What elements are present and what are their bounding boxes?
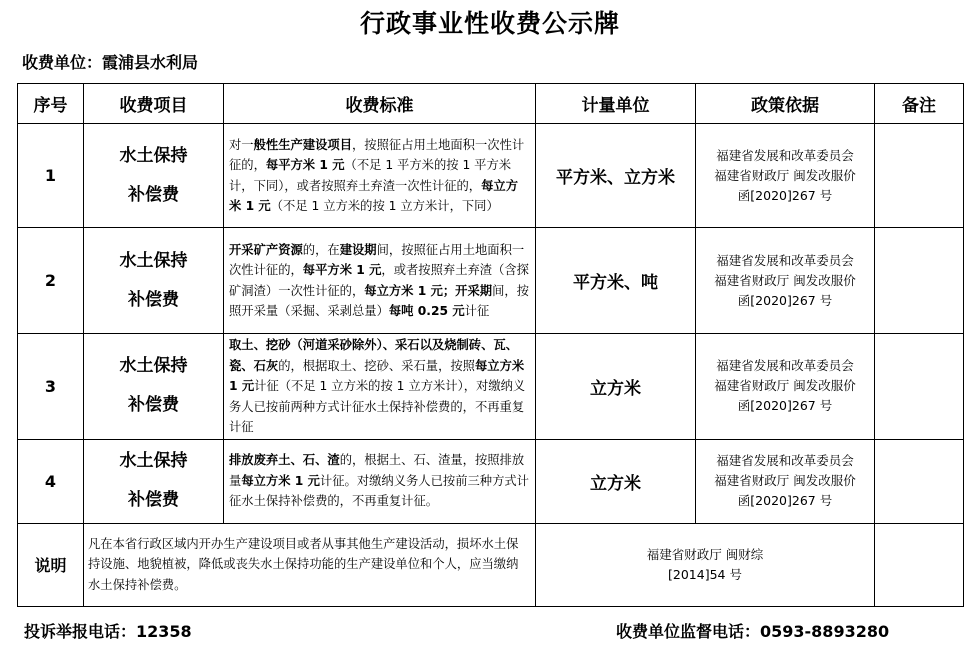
- std-run: 的，在: [302, 242, 340, 257]
- policy-line: 福建省财政厅 闽发改服价: [714, 473, 856, 488]
- std-run-bold: 每平方米 1 元: [302, 263, 382, 277]
- std-run: 计征。对缴纳义务人已按前三种方式计征水土保持补偿费的，不再重复计征。: [229, 473, 529, 509]
- std-run: 计征（不足 1 立方米的按 1 立方米计），对缴纳义务人已按前两种方式计征水土保持补偿费的，不再重复计征: [229, 379, 526, 434]
- charging-unit: 收费单位：霞浦县水利局: [22, 53, 199, 72]
- std-run-bold: 建设期: [339, 242, 377, 257]
- header-remark: 备注: [875, 84, 964, 124]
- policy-line: 函[2020]267 号: [737, 292, 833, 308]
- row-standard: [224, 439, 536, 523]
- header-measure-unit: 计量单位: [536, 84, 696, 124]
- std-run: 对一: [229, 137, 254, 152]
- policy-line: 福建省发展和改革委员会: [716, 147, 854, 163]
- std-run: 间，按照开采量（采掘、采剥总量）: [229, 283, 529, 318]
- std-run: （不足 1 平方米的按 1 平方米计，下同），或者按照弃土弃渣一次性计征的，: [229, 158, 512, 193]
- policy-line: 函[2020]267 号: [737, 493, 833, 508]
- std-run-bold: 每立方米 1 元: [241, 473, 320, 488]
- row-item: [84, 334, 224, 440]
- std-run-bold: 每吨 0.25 元: [388, 304, 465, 318]
- policy-line: 福建省发展和改革委员会: [716, 252, 854, 268]
- policy-line: 福建省发展和改革委员会: [716, 358, 854, 374]
- row-item: [84, 228, 224, 334]
- row-remark: [875, 228, 964, 334]
- row-measure-unit: 平方米、吨: [536, 228, 696, 334]
- header-no: 序号: [18, 84, 84, 124]
- row-policy: [696, 439, 875, 523]
- policy-line: [2014]54 号: [668, 566, 742, 582]
- std-run-bold: 每平方米 1 元: [265, 158, 345, 172]
- row-no: 2: [18, 228, 84, 334]
- header-policy: 政策依据: [696, 84, 875, 124]
- fee-table: [17, 83, 964, 607]
- std-run-bold: 每立方米 1 元: [229, 358, 525, 393]
- std-run: ，或者按照弃土弃渣（含探矿洞渣）一次性计征的，: [229, 263, 529, 298]
- row-policy: [696, 124, 875, 228]
- table-row: [18, 124, 964, 228]
- row-remark: [875, 124, 964, 228]
- std-run-bold: 排放废弃土、石、渣: [229, 453, 340, 468]
- note-policy: [536, 523, 875, 606]
- row-item: [84, 124, 224, 228]
- std-run: 的，根据取土、挖砂、采石量，按照: [278, 358, 475, 373]
- row-measure-unit: 立方米: [536, 334, 696, 440]
- std-run-bold: 每立方米 1 元；开采期: [364, 283, 493, 298]
- note-remark: [875, 523, 964, 606]
- note-row: [18, 523, 964, 606]
- row-policy: [696, 228, 875, 334]
- policy-line: 福建省财政厅 闽发改服价: [714, 272, 856, 288]
- header-standard: 收费标准: [224, 84, 536, 124]
- policy-line: 福建省财政厅 闽发改服价: [714, 167, 856, 183]
- complaint-phone: 投诉举报电话：12358: [24, 622, 192, 641]
- row-no: 3: [18, 334, 84, 440]
- item-line: 水土保持: [119, 356, 188, 377]
- item-line: 补偿费: [128, 490, 179, 510]
- item-line: 补偿费: [128, 395, 179, 416]
- std-run: ，按照征占用土地面积一次性计征的，: [229, 137, 525, 172]
- header-item: 收费项目: [84, 84, 224, 124]
- page-title: 行政事业性收费公示牌: [359, 9, 620, 38]
- note-label: 说明: [18, 523, 84, 606]
- row-item: [84, 439, 224, 523]
- row-standard: [224, 334, 536, 440]
- row-measure-unit: 立方米: [536, 439, 696, 523]
- std-run-bold: 般性生产建设项目: [253, 137, 352, 152]
- table-row: [18, 334, 964, 440]
- std-run: （不足 1 立方米的按 1 立方米计，下同）: [270, 199, 499, 213]
- item-line: 补偿费: [128, 289, 179, 310]
- item-line: 水土保持: [119, 451, 188, 471]
- table-row: [18, 439, 964, 523]
- std-run: 计征: [464, 304, 490, 318]
- supervision-phone: 收费单位监督电话：0593-8893280: [616, 622, 890, 641]
- row-standard: [224, 124, 536, 228]
- policy-line: 福建省财政厅 闽发改服价: [714, 378, 856, 394]
- std-run: 间，按照征占用土地面积一次性计征的，: [229, 242, 525, 277]
- table-header-row: [18, 84, 964, 124]
- row-measure-unit: 平方米、立方米: [536, 124, 696, 228]
- row-remark: [875, 334, 964, 440]
- policy-line: 函[2020]267 号: [737, 187, 833, 203]
- row-no: 4: [18, 439, 84, 523]
- policy-line: 函[2020]267 号: [737, 398, 833, 414]
- std-run-bold: 取土、挖砂（河道采砂除外）、采石以及烧制砖、瓦、瓷、石灰: [229, 338, 518, 373]
- row-remark: [875, 439, 964, 523]
- item-line: 水土保持: [119, 145, 188, 166]
- row-policy: [696, 334, 875, 440]
- item-line: 水土保持: [119, 250, 188, 271]
- std-run: 的，根据土、石、渣量，按照排放量: [229, 453, 525, 488]
- table-row: [18, 228, 964, 334]
- policy-line: 福建省财政厅 闽财综: [646, 546, 764, 562]
- row-no: 1: [18, 124, 84, 228]
- row-standard: [224, 228, 536, 334]
- std-run-bold: 每立方米 1 元: [229, 178, 518, 213]
- policy-line: 福建省发展和改革委员会: [716, 453, 854, 468]
- item-line: 补偿费: [128, 184, 179, 205]
- std-run-bold: 开采矿产资源: [229, 242, 303, 257]
- note-text: 凡在本省行政区域内开办生产建设项目或者从事其他生产建设活动，损坏水土保持设施、地貌植被，降低或丧失水土保持功能的生产建设单位和个人，应当缴纳水土保持补偿费。: [84, 523, 536, 606]
